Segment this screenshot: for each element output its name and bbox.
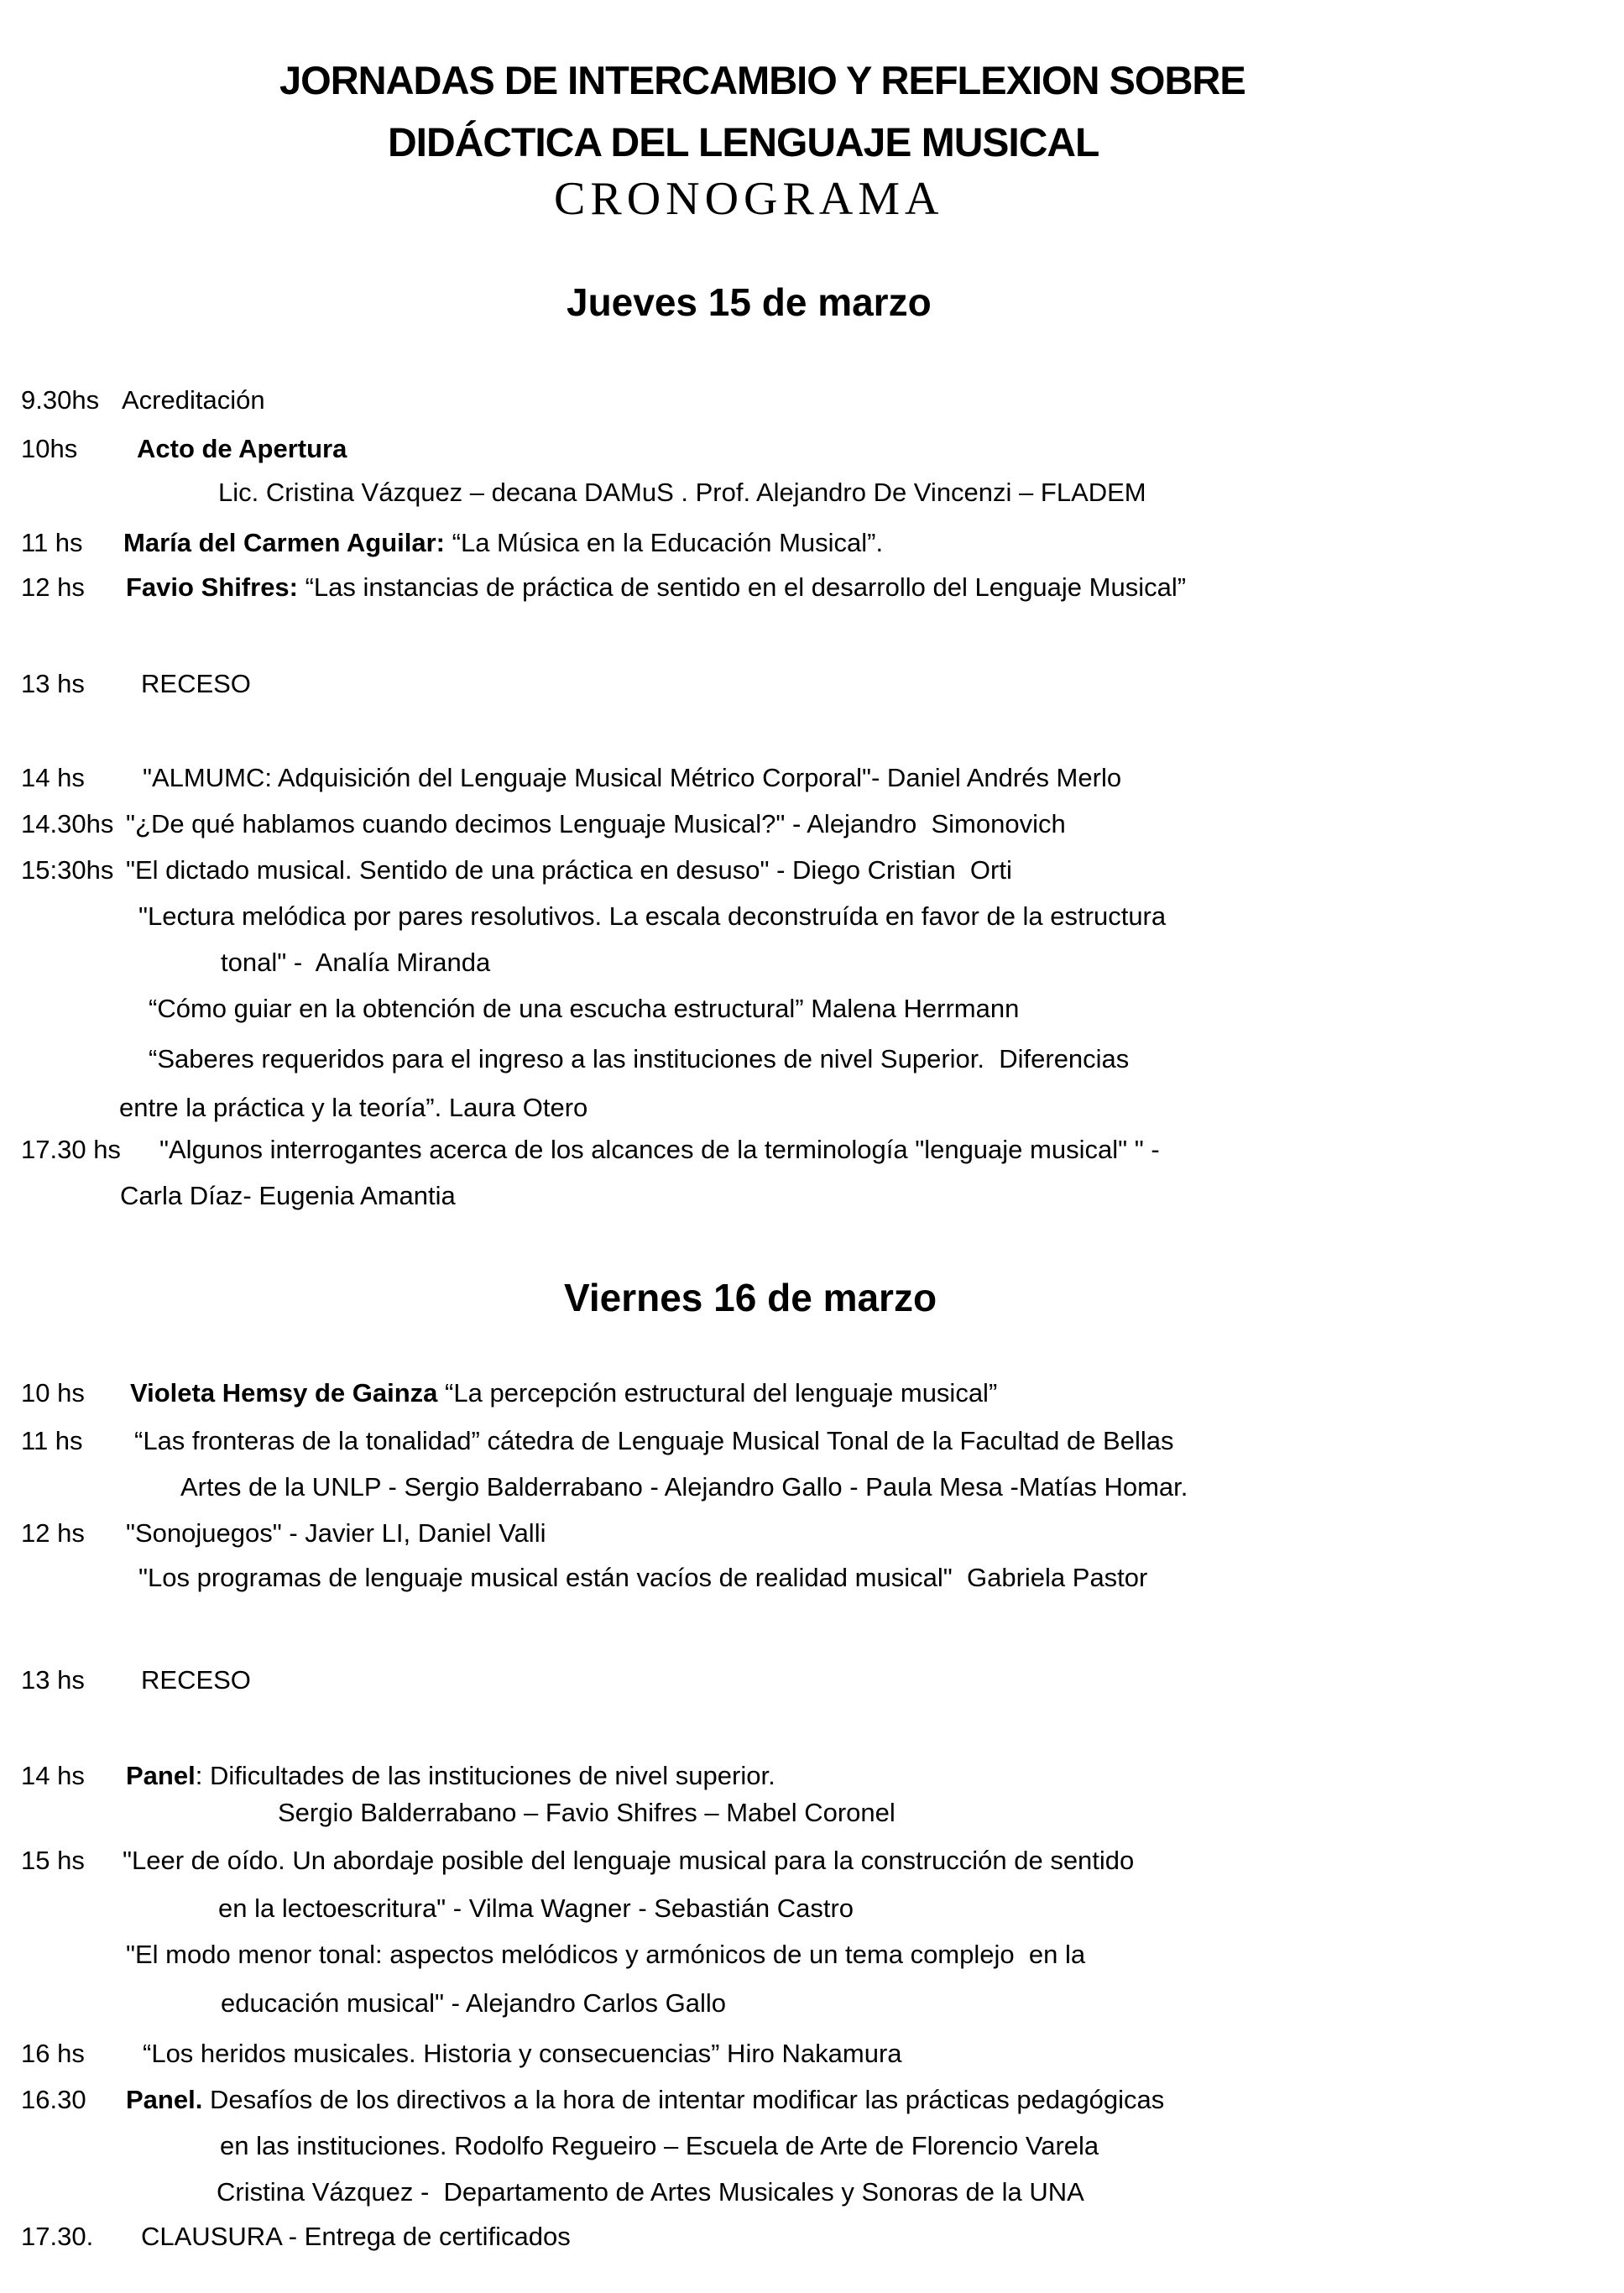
- time-label: 13 hs: [21, 1665, 85, 1695]
- time-label: 14.30hs: [21, 809, 114, 838]
- day-heading-jueves: Jueves 15 de marzo: [567, 280, 932, 324]
- row-text: "El dictado musical. Sentido de una práctica en desuso" - Diego Cristian Orti: [126, 855, 1012, 885]
- row-text: “Los heridos musicales. Historia y consecuencias” Hiro Nakamura: [143, 2039, 902, 2068]
- row-text: "¿De qué hablamos cuando decimos Lenguaje Musical?" - Alejandro Simonovich: [126, 809, 1066, 838]
- schedule-row: [0, 434, 1624, 478]
- row-text: entre la práctica y la teoría”. Laura Otero: [119, 1093, 588, 1122]
- row-text: Cristina Vázquez - Departamento de Artes Musicales y Sonoras de la UNA: [217, 2177, 1084, 2207]
- row-text: Violeta Hemsy de Gainza “La percepción estructural del lenguaje musical”: [130, 1378, 998, 1408]
- row-text: Favio Shifres: “Las instancias de práctica de sentido en el desarrollo del Lenguaje Musical”: [126, 572, 1187, 602]
- day-heading-viernes: Viernes 16 de marzo: [564, 1276, 937, 1319]
- row-text: tonal" - Analía Miranda: [221, 948, 491, 977]
- document-subtitle-cronograma: CRONOGRAMA: [554, 173, 944, 225]
- row-text: “Saberes requeridos para el ingreso a las instituciones de nivel Superior. Diferencias: [149, 1044, 1130, 1073]
- schedule-row: [0, 2222, 1624, 2265]
- schedule-row: [0, 1988, 1624, 2032]
- schedule-row: [0, 948, 1624, 991]
- time-label: 14 hs: [21, 1761, 85, 1790]
- schedule-row: [0, 1135, 1624, 1178]
- row-text: Carla Díaz- Eugenia Amantia: [120, 1181, 456, 1210]
- row-text: CLAUSURA - Entrega de certificados: [141, 2222, 571, 2251]
- row-text: Lic. Cristina Vázquez – decana DAMuS . Prof. Alejandro De Vincenzi – FLADEM: [218, 478, 1146, 507]
- schedule-row: [0, 1044, 1624, 1088]
- time-label: 17.30 hs: [21, 1135, 121, 1164]
- row-text: Panel: Dificultades de las instituciones de nivel superior.: [126, 1761, 775, 1790]
- time-label: 9.30hs: [21, 385, 100, 415]
- schedule-row: [0, 1940, 1624, 1983]
- schedule-row: [0, 1798, 1624, 1841]
- row-text: "Leer de oído. Un abordaje posible del lenguaje musical para la construcción de sentido: [123, 1846, 1135, 1875]
- row-text: educación musical" - Alejandro Carlos Gallo: [221, 1988, 727, 2018]
- row-text: "Sonojuegos" - Javier LI, Daniel Valli: [126, 1518, 546, 1548]
- schedule-row: [0, 1518, 1624, 1562]
- row-text: Artes de la UNLP - Sergio Balderrabano - Alejandro Gallo - Paula Mesa -Matías Homar.: [180, 1472, 1188, 1502]
- schedule-row: [0, 1665, 1624, 1709]
- row-text: "El modo menor tonal: aspectos melódicos y armónicos de un tema complejo en la: [126, 1940, 1086, 1969]
- schedule-row: [0, 2177, 1624, 2221]
- schedule-row: [0, 572, 1624, 616]
- row-text: RECESO: [141, 1665, 251, 1695]
- document-title-line2: DIDÁCTICA DEL LENGUAJE MUSICAL: [388, 121, 1099, 165]
- time-label: 11 hs: [21, 528, 83, 557]
- row-text: “Las fronteras de la tonalidad” cátedra de Lenguaje Musical Tonal de la Facultad de Bellas: [134, 1426, 1174, 1455]
- row-text: “Cómo guiar en la obtención de una escucha estructural” Malena Herrmann: [149, 994, 1020, 1023]
- schedule-row: [0, 2039, 1624, 2082]
- schedule-row: [0, 2131, 1624, 2175]
- schedule-row: [0, 809, 1624, 853]
- schedule-row: [0, 2085, 1624, 2128]
- schedule-row: [0, 994, 1624, 1037]
- row-text: en las instituciones. Rodolfo Regueiro – Escuela de Arte de Florencio Varela: [220, 2131, 1099, 2160]
- row-text: "Lectura melódica por pares resolutivos. La escala deconstruída en favor de la estructura: [138, 901, 1167, 931]
- schedule-row: [0, 385, 1624, 429]
- time-label: 16 hs: [21, 2039, 85, 2068]
- time-label: 12 hs: [21, 572, 85, 602]
- row-text: Acreditación: [122, 385, 265, 415]
- schedule-row: [0, 1563, 1624, 1606]
- time-label: 11 hs: [21, 1426, 83, 1455]
- schedule-row: [0, 1472, 1624, 1516]
- row-text: María del Carmen Aguilar: “La Música en la Educación Musical”.: [123, 528, 884, 557]
- schedule-row: [0, 763, 1624, 807]
- schedule-row: [0, 669, 1624, 713]
- time-label: 15:30hs: [21, 855, 114, 885]
- row-text: Sergio Balderrabano – Favio Shifres – Mabel Coronel: [278, 1798, 896, 1827]
- time-label: 17.30.: [21, 2222, 94, 2251]
- time-label: 10hs: [21, 434, 78, 463]
- schedule-row: [0, 1893, 1624, 1937]
- row-text: "Algunos interrogantes acerca de los alcances de la terminología "lenguaje musical" " -: [159, 1135, 1160, 1164]
- schedule-row: [0, 1181, 1624, 1225]
- schedule-row: [0, 528, 1624, 572]
- schedule-row: [0, 1846, 1624, 1889]
- row-text: "Los programas de lenguaje musical están vacíos de realidad musical" Gabriela Pastor: [138, 1563, 1148, 1592]
- time-label: 13 hs: [21, 669, 85, 698]
- schedule-row: [0, 1093, 1624, 1136]
- time-label: 10 hs: [21, 1378, 85, 1408]
- schedule-row: [0, 478, 1624, 521]
- row-text: Panel. Desafíos de los directivos a la hora de intentar modificar las prácticas pedagógicas: [126, 2085, 1165, 2114]
- row-text: RECESO: [141, 669, 251, 698]
- time-label: 14 hs: [21, 763, 85, 792]
- schedule-row: [0, 1426, 1624, 1470]
- schedule-row: [0, 855, 1624, 899]
- schedule-row: [0, 901, 1624, 945]
- row-text: "ALMUMC: Adquisición del Lenguaje Musical Métrico Corporal"- Daniel Andrés Merlo: [143, 763, 1122, 792]
- time-label: 12 hs: [21, 1518, 85, 1548]
- time-label: 15 hs: [21, 1846, 85, 1875]
- document-title-line1: JORNADAS DE INTERCAMBIO Y REFLEXION SOBRE: [279, 58, 1245, 102]
- row-text: Acto de Apertura: [137, 434, 347, 463]
- schedule-row: [0, 1378, 1624, 1422]
- time-label: 16.30: [21, 2085, 86, 2114]
- row-text: en la lectoescritura" - Vilma Wagner - Sebastián Castro: [218, 1893, 854, 1923]
